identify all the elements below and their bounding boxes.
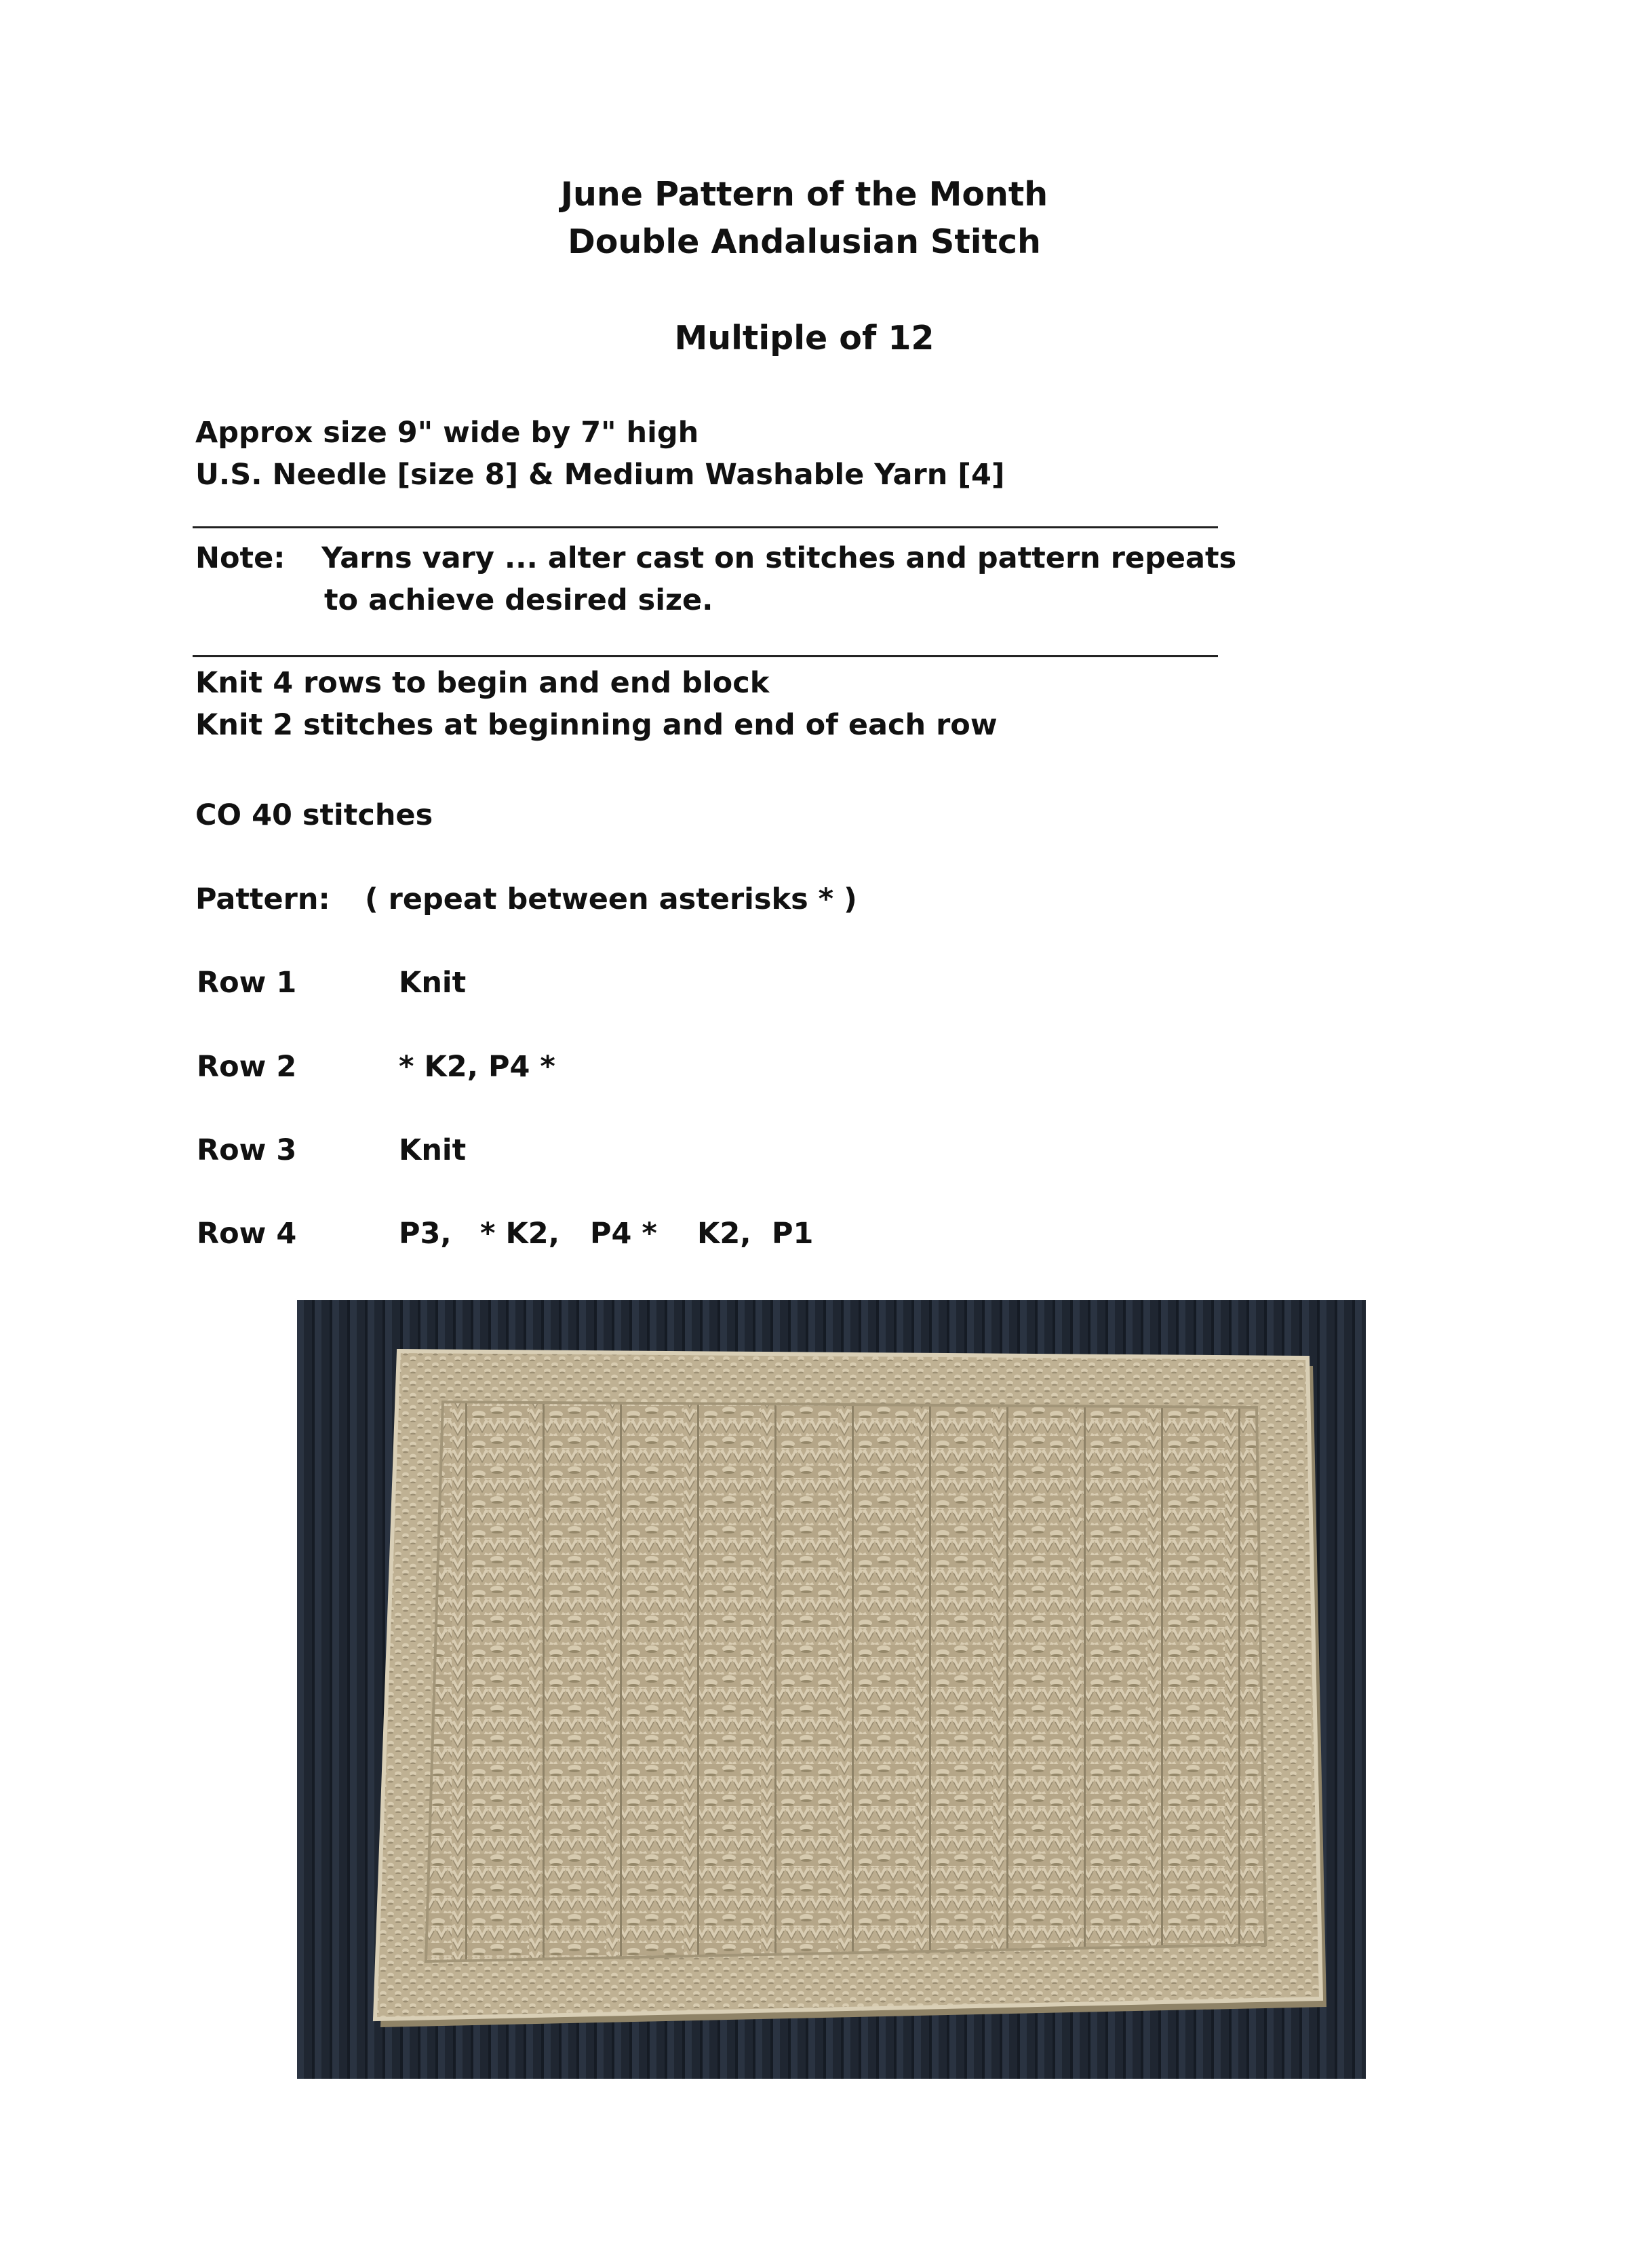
row-instruction-part: P3, <box>399 1217 452 1251</box>
row-instruction-part: P4 * <box>590 1217 657 1251</box>
stitch-multiple: Multiple of 12 <box>674 319 935 357</box>
row-instruction-part: K2, <box>697 1217 751 1251</box>
row-label: Row 2 <box>197 1050 297 1084</box>
note-label: Note: <box>195 541 286 575</box>
row-instruction: Knit <box>399 1133 467 1167</box>
note-line-1: Yarns vary ... alter cast on stitches and pattern repeats <box>321 541 1237 575</box>
divider <box>193 655 1218 657</box>
row-instruction-part: P1 <box>772 1217 814 1251</box>
cast-on: CO 40 stitches <box>195 798 433 832</box>
stitch-name: Double Andalusian Stitch <box>568 222 1041 261</box>
row-instruction: * K2, P4 * <box>399 1050 555 1084</box>
note-line-2: to achieve desired size. <box>324 583 713 617</box>
swatch-photo <box>297 1300 1366 2079</box>
needle-spec: U.S. Needle [size 8] & Medium Washable Yarn [4] <box>195 458 1005 492</box>
size-spec: Approx size 9" wide by 7" high <box>195 416 699 450</box>
instruction-border-rows: Knit 4 rows to begin and end block <box>195 666 770 700</box>
row-label: Row 4 <box>197 1217 297 1251</box>
pattern-label: Pattern: <box>195 882 330 916</box>
instruction-edge-stitches: Knit 2 stitches at beginning and end of each row <box>195 708 998 742</box>
row-instruction: Knit <box>399 966 467 1000</box>
row-instruction-part: * K2, <box>480 1217 560 1251</box>
pattern-hint: ( repeat between asterisks * ) <box>365 882 857 916</box>
page-title: June Pattern of the Month <box>560 175 1048 214</box>
row-label: Row 3 <box>197 1133 297 1167</box>
divider <box>193 526 1218 528</box>
row-label: Row 1 <box>197 966 297 1000</box>
